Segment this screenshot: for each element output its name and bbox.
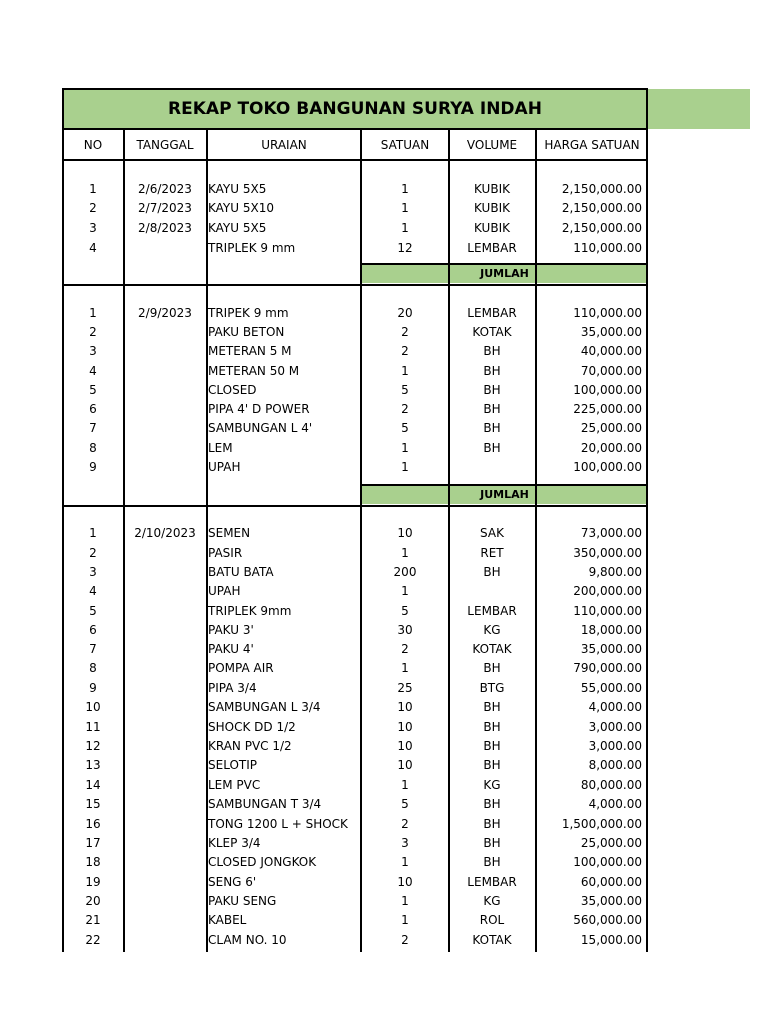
row-price: 9,800.00 <box>588 565 642 579</box>
row-volume: ROL <box>479 913 505 927</box>
grid-line-vertical <box>123 128 125 952</box>
row-satuan: 10 <box>397 526 413 540</box>
row-no: 19 <box>85 875 101 889</box>
row-price: 1,500,000.00 <box>561 817 642 831</box>
row-price: 80,000.00 <box>580 778 642 792</box>
row-price: 100,000.00 <box>573 383 642 397</box>
row-price: 225,000.00 <box>573 402 642 416</box>
row-date <box>125 362 205 381</box>
row-item: KAYU 5X10 <box>208 201 274 215</box>
row-price: 25,000.00 <box>580 836 642 850</box>
row-date <box>125 718 205 737</box>
row-volume: BH <box>483 402 501 416</box>
row-item: TRIPLEK 9mm <box>208 604 292 618</box>
row-volume: KUBIK <box>474 182 510 196</box>
row-item: SAMBUNGAN L 4' <box>208 421 313 435</box>
row-no: 1 <box>89 526 97 540</box>
row-price: 200,000.00 <box>573 584 642 598</box>
row-date <box>125 239 205 258</box>
row-no: 17 <box>85 836 101 850</box>
row-price: 73,000.00 <box>580 526 642 540</box>
row-price: 3,000.00 <box>588 720 642 734</box>
row-volume: BH <box>483 855 501 869</box>
grid-line-vertical <box>448 128 450 952</box>
row-price: 35,000.00 <box>580 325 642 339</box>
jumlah-label: JUMLAH <box>362 486 647 504</box>
row-no: 2 <box>89 546 97 560</box>
row-item: UPAH <box>208 460 241 474</box>
grid-line-vertical <box>646 88 648 952</box>
row-price: 3,000.00 <box>588 739 642 753</box>
row-price: 2,150,000.00 <box>561 182 642 196</box>
row-volume: BH <box>483 421 501 435</box>
row-volume: KOTAK <box>472 933 512 947</box>
row-item: PAKU BETON <box>208 325 285 339</box>
row-no: 15 <box>85 797 101 811</box>
row-item: PAKU 4' <box>208 642 254 656</box>
row-date <box>125 342 205 361</box>
row-date: 2/7/2023 <box>138 201 192 215</box>
row-satuan: 1 <box>401 913 409 927</box>
row-price: 8,000.00 <box>588 758 642 772</box>
row-price: 40,000.00 <box>580 344 642 358</box>
row-no: 5 <box>89 604 97 618</box>
row-no: 6 <box>89 402 97 416</box>
row-date <box>125 873 205 892</box>
row-volume: LEMBAR <box>467 875 517 889</box>
row-satuan: 10 <box>397 739 413 753</box>
row-satuan: 12 <box>397 241 413 255</box>
row-date <box>125 698 205 717</box>
row-no: 5 <box>89 383 97 397</box>
row-volume: BH <box>483 797 501 811</box>
row-date <box>125 563 205 582</box>
row-price: 350,000.00 <box>573 546 642 560</box>
row-satuan: 2 <box>401 344 409 358</box>
row-no: 4 <box>89 241 97 255</box>
row-no: 9 <box>89 460 97 474</box>
row-item: METERAN 50 M <box>208 364 300 378</box>
row-satuan: 30 <box>397 623 413 637</box>
row-no: 2 <box>89 325 97 339</box>
row-no: 8 <box>89 661 97 675</box>
row-satuan: 1 <box>401 855 409 869</box>
row-price: 2,150,000.00 <box>561 221 642 235</box>
row-price: 55,000.00 <box>580 681 642 695</box>
row-no: 14 <box>85 778 101 792</box>
row-date <box>125 931 205 950</box>
row-item: KRAN PVC 1/2 <box>208 739 292 753</box>
row-item: SEMEN <box>208 526 251 540</box>
row-volume: BTG <box>479 681 505 695</box>
row-date <box>125 621 205 640</box>
row-volume <box>450 582 534 601</box>
row-no: 7 <box>89 642 97 656</box>
row-item: CLOSED <box>208 383 257 397</box>
row-volume: KUBIK <box>474 221 510 235</box>
row-satuan: 2 <box>401 325 409 339</box>
row-item: POMPA AIR <box>208 661 274 675</box>
row-no: 20 <box>85 894 101 908</box>
header-no: NO <box>83 138 103 152</box>
row-date <box>125 737 205 756</box>
row-item: UPAH <box>208 584 241 598</box>
row-no: 6 <box>89 623 97 637</box>
row-volume: RET <box>480 546 504 560</box>
row-satuan: 25 <box>397 681 413 695</box>
row-volume: KOTAK <box>472 325 512 339</box>
row-item: LEM <box>208 441 233 455</box>
row-satuan: 1 <box>401 441 409 455</box>
row-satuan: 10 <box>397 700 413 714</box>
header-uraian: URAIAN <box>261 138 307 152</box>
row-volume: KG <box>483 894 501 908</box>
row-satuan: 5 <box>401 421 409 435</box>
row-price: 110,000.00 <box>573 306 642 320</box>
row-item: PAKU SENG <box>208 894 277 908</box>
row-no: 1 <box>89 306 97 320</box>
row-satuan: 5 <box>401 383 409 397</box>
row-satuan: 10 <box>397 720 413 734</box>
row-price: 15,000.00 <box>580 933 642 947</box>
row-item: PASIR <box>208 546 243 560</box>
row-satuan: 3 <box>401 836 409 850</box>
row-volume: BH <box>483 383 501 397</box>
header-tanggal: TANGGAL <box>136 138 194 152</box>
row-no: 3 <box>89 221 97 235</box>
row-satuan: 1 <box>401 661 409 675</box>
row-no: 3 <box>89 565 97 579</box>
row-satuan: 10 <box>397 875 413 889</box>
row-satuan: 1 <box>401 364 409 378</box>
row-item: SAMBUNGAN L 3/4 <box>208 700 321 714</box>
row-price: 100,000.00 <box>573 460 642 474</box>
row-date: 2/9/2023 <box>138 306 192 320</box>
row-item: PAKU 3' <box>208 623 254 637</box>
row-item: KAYU 5X5 <box>208 182 267 196</box>
row-item: TRIPLEK 9 mm <box>208 241 296 255</box>
row-satuan: 1 <box>401 894 409 908</box>
row-no: 21 <box>85 913 101 927</box>
grid-line-vertical <box>62 88 64 952</box>
row-volume: BH <box>483 836 501 850</box>
row-no: 3 <box>89 344 97 358</box>
row-satuan: 1 <box>401 546 409 560</box>
row-date <box>125 400 205 419</box>
row-price: 2,150,000.00 <box>561 201 642 215</box>
header-harga-satuan: HARGA SATUAN <box>544 138 640 152</box>
grid-line-horizontal <box>360 263 648 265</box>
row-price: 4,000.00 <box>588 797 642 811</box>
row-volume: LEMBAR <box>467 604 517 618</box>
row-date <box>125 795 205 814</box>
row-volume: BH <box>483 364 501 378</box>
row-no: 12 <box>85 739 101 753</box>
row-no: 13 <box>85 758 101 772</box>
row-item: TONG 1200 L + SHOCK <box>208 817 348 831</box>
row-date <box>125 323 205 342</box>
row-no: 7 <box>89 421 97 435</box>
row-no: 16 <box>85 817 101 831</box>
row-item: SAMBUNGAN T 3/4 <box>208 797 322 811</box>
row-no: 10 <box>85 700 101 714</box>
row-date <box>125 756 205 775</box>
row-satuan: 5 <box>401 604 409 618</box>
row-date <box>125 776 205 795</box>
row-item: LEM PVC <box>208 778 261 792</box>
row-volume: BH <box>483 441 501 455</box>
row-item: CLAM NO. 10 <box>208 933 287 947</box>
row-price: 20,000.00 <box>580 441 642 455</box>
row-volume: KG <box>483 778 501 792</box>
row-volume: BH <box>483 720 501 734</box>
grid-line-horizontal <box>62 128 648 130</box>
row-volume: KUBIK <box>474 201 510 215</box>
row-item: KLEP 3/4 <box>208 836 261 850</box>
grid-line-horizontal <box>62 88 648 90</box>
row-satuan: 1 <box>401 221 409 235</box>
row-volume: KOTAK <box>472 642 512 656</box>
row-no: 22 <box>85 933 101 947</box>
row-date <box>125 911 205 930</box>
row-item: BATU BATA <box>208 565 274 579</box>
row-date <box>125 439 205 458</box>
row-date <box>125 544 205 563</box>
row-date <box>125 381 205 400</box>
row-price: 60,000.00 <box>580 875 642 889</box>
row-satuan: 1 <box>401 201 409 215</box>
row-satuan: 5 <box>401 797 409 811</box>
row-no: 18 <box>85 855 101 869</box>
row-price: 110,000.00 <box>573 241 642 255</box>
row-date <box>125 679 205 698</box>
row-volume: BH <box>483 817 501 831</box>
row-item: SHOCK DD 1/2 <box>208 720 296 734</box>
grid-line-vertical <box>206 128 208 952</box>
row-price: 110,000.00 <box>573 604 642 618</box>
header-satuan: SATUAN <box>380 138 430 152</box>
row-price: 790,000.00 <box>573 661 642 675</box>
row-price: 35,000.00 <box>580 642 642 656</box>
row-volume: LEMBAR <box>467 306 517 320</box>
grid-line-horizontal <box>62 505 648 507</box>
row-price: 560,000.00 <box>573 913 642 927</box>
row-item: SELOTIP <box>208 758 258 772</box>
row-no: 8 <box>89 441 97 455</box>
row-satuan: 2 <box>401 933 409 947</box>
row-date <box>125 419 205 438</box>
grid-line-horizontal <box>360 484 648 486</box>
row-satuan: 2 <box>401 642 409 656</box>
row-date <box>125 834 205 853</box>
row-price: 4,000.00 <box>588 700 642 714</box>
row-volume: BH <box>483 661 501 675</box>
row-date: 2/8/2023 <box>138 221 192 235</box>
row-volume: BH <box>483 700 501 714</box>
row-price: 18,000.00 <box>580 623 642 637</box>
row-item: CLOSED JONGKOK <box>208 855 317 869</box>
row-satuan: 1 <box>401 778 409 792</box>
row-item: METERAN 5 M <box>208 344 292 358</box>
grid-line-horizontal <box>62 159 648 161</box>
row-satuan: 200 <box>393 565 417 579</box>
row-volume: BH <box>483 758 501 772</box>
row-price: 25,000.00 <box>580 421 642 435</box>
row-no: 2 <box>89 201 97 215</box>
row-item: PIPA 3/4 <box>208 681 257 695</box>
header-volume: VOLUME <box>466 138 518 152</box>
grid-line-vertical <box>535 128 537 952</box>
row-satuan: 10 <box>397 758 413 772</box>
row-no: 4 <box>89 584 97 598</box>
row-volume: BH <box>483 739 501 753</box>
row-price: 100,000.00 <box>573 855 642 869</box>
row-volume: BH <box>483 344 501 358</box>
row-satuan: 20 <box>397 306 413 320</box>
row-volume <box>450 458 534 477</box>
row-date: 2/10/2023 <box>134 526 196 540</box>
row-satuan: 1 <box>401 460 409 474</box>
row-no: 11 <box>85 720 101 734</box>
row-price: 70,000.00 <box>580 364 642 378</box>
row-item: KABEL <box>208 913 247 927</box>
row-volume: KG <box>483 623 501 637</box>
row-satuan: 1 <box>401 584 409 598</box>
row-no: 9 <box>89 681 97 695</box>
page-title: REKAP TOKO BANGUNAN SURYA INDAH <box>168 99 542 119</box>
grid-line-horizontal <box>62 284 648 286</box>
row-date <box>125 582 205 601</box>
row-item: KAYU 5X5 <box>208 221 267 235</box>
row-date <box>125 892 205 911</box>
row-date <box>125 815 205 834</box>
row-price: 35,000.00 <box>580 894 642 908</box>
row-item: TRIPEK 9 mm <box>208 306 289 320</box>
row-no: 4 <box>89 364 97 378</box>
row-item: PIPA 4' D POWER <box>208 402 310 416</box>
row-item: SENG 6' <box>208 875 257 889</box>
row-satuan: 2 <box>401 402 409 416</box>
row-satuan: 1 <box>401 182 409 196</box>
row-date <box>125 659 205 678</box>
row-date <box>125 640 205 659</box>
grid-line-vertical <box>360 128 362 952</box>
jumlah-label: JUMLAH <box>362 265 647 283</box>
row-satuan: 2 <box>401 817 409 831</box>
row-date <box>125 853 205 872</box>
row-no: 1 <box>89 182 97 196</box>
row-volume: BH <box>483 565 501 579</box>
row-date <box>125 602 205 621</box>
row-date <box>125 458 205 477</box>
row-date: 2/6/2023 <box>138 182 192 196</box>
row-volume: SAK <box>480 526 504 540</box>
row-volume: LEMBAR <box>467 241 517 255</box>
